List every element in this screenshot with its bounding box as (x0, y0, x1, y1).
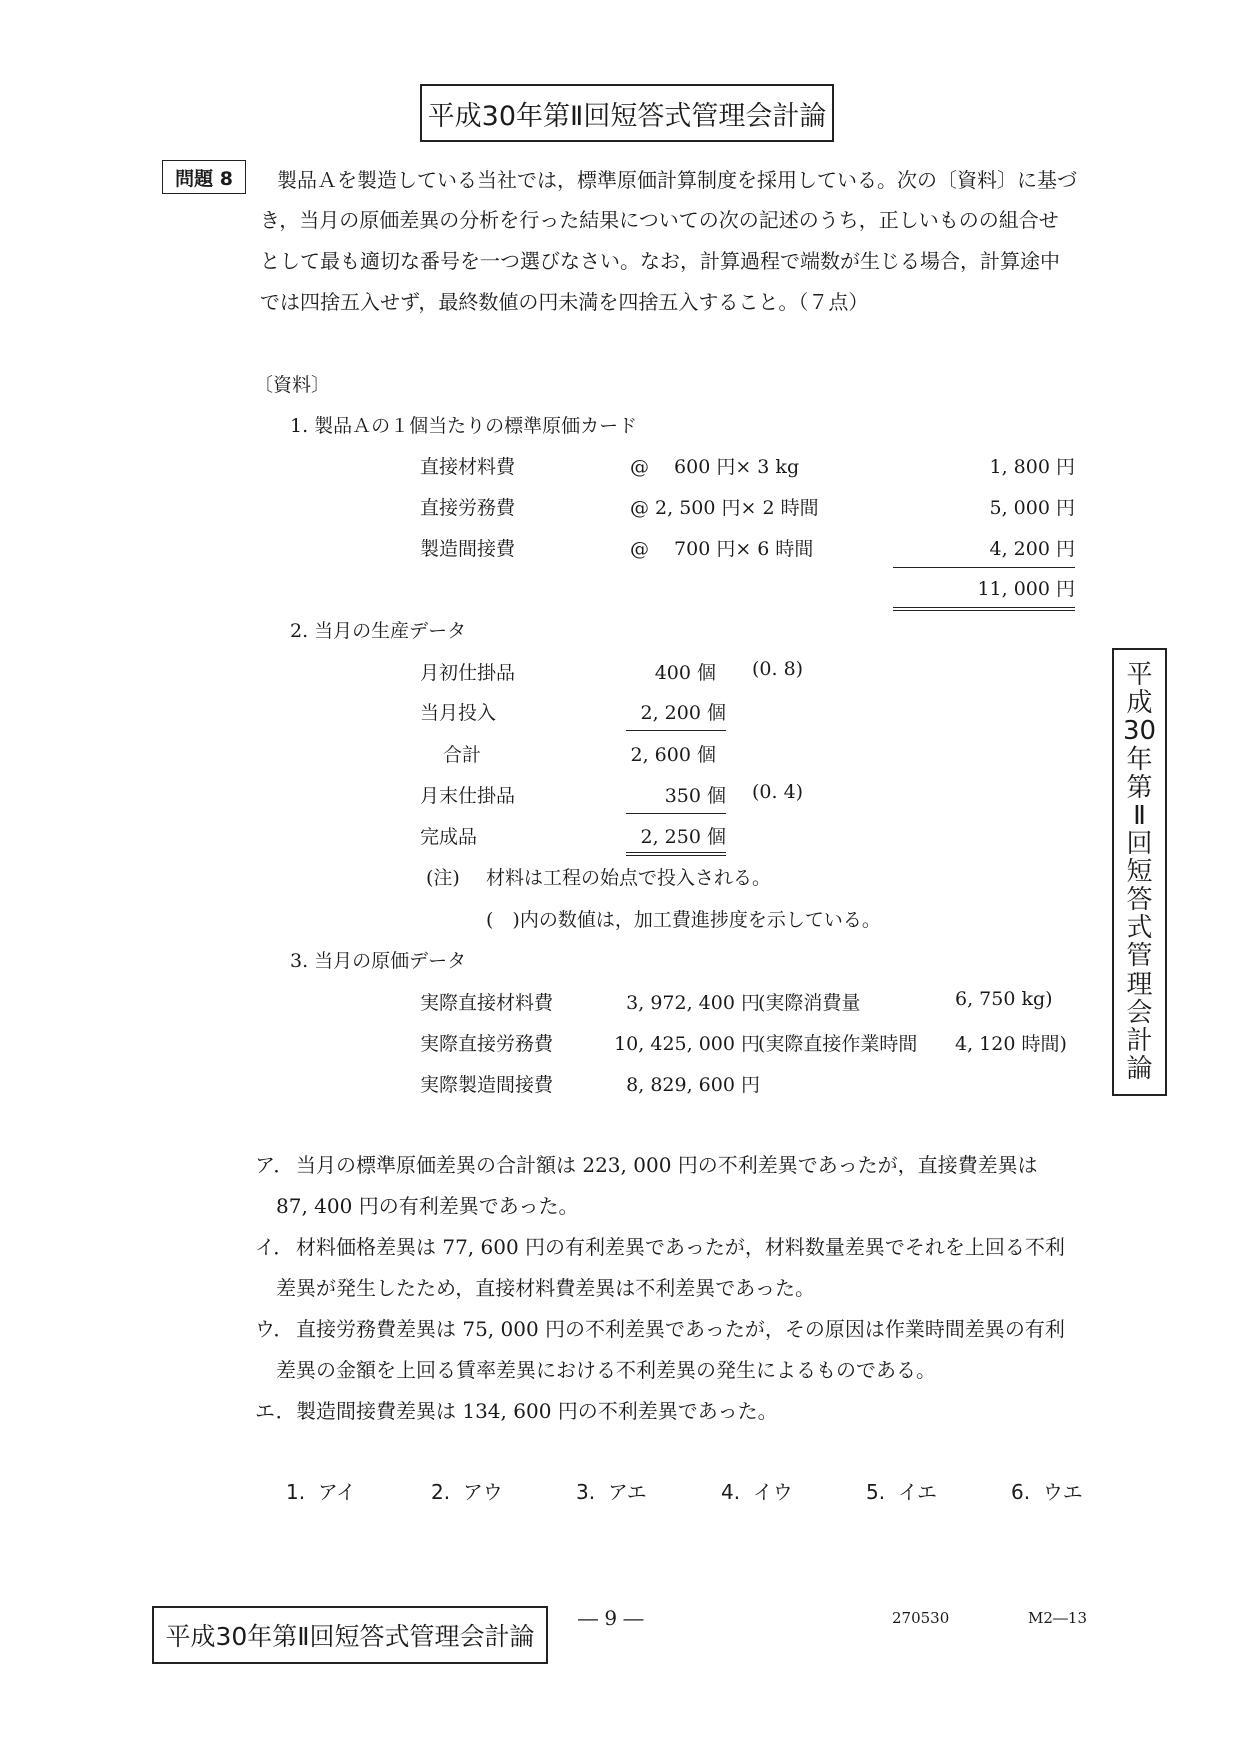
choice[interactable] (576, 1476, 647, 1505)
production-row-name: 月初仕掛品 (420, 662, 516, 684)
side-title-char: 式 (1126, 913, 1153, 944)
statement-label: ア． (255, 1153, 294, 1177)
production-row-name: 完成品 (420, 826, 478, 848)
choice-number: 6. (1011, 1480, 1031, 1504)
problem-line-1: 製品Ａを製造している当社では，標準原価計算制度を採用している。次の〔資料〕に基づ (277, 168, 1077, 192)
choice-text: イエ (897, 1480, 938, 1504)
cost-row-detail: (実際消費量 (758, 992, 861, 1014)
note-line-1: 材料は工程の始点で投入される。 (486, 867, 772, 889)
card-row-name: 製造間接費 (420, 538, 516, 560)
footer-title-box (152, 1606, 548, 1664)
card-total: 11, 000 円 (893, 574, 1075, 611)
choice[interactable] (721, 1476, 793, 1505)
problem-label-box (162, 160, 246, 194)
choice-text: イウ (752, 1480, 793, 1504)
cost-row-detail: (実際直接作業時間 (758, 1033, 918, 1055)
production-row-name: 月末仕掛品 (420, 785, 516, 807)
production-row-qty: 400 個 (654, 662, 716, 684)
choice-text: アウ (462, 1480, 503, 1504)
choice-text: ウエ (1042, 1480, 1083, 1504)
cost-row-name: 実際直接労務費 (420, 1033, 554, 1055)
side-title-char: 第 (1126, 772, 1153, 803)
side-title-char: 回 (1126, 828, 1153, 859)
problem-line-4: では四捨五入せず，最終数値の円未満を四捨五入すること。（７点） (260, 290, 869, 314)
production-row-note: (0. 4) (752, 781, 804, 803)
note-label: (注) (426, 867, 460, 889)
side-title-char: 計 (1126, 1025, 1153, 1056)
page-ref: M2―13 (1028, 1609, 1087, 1627)
choice-number: 2. (431, 1480, 451, 1504)
statement-line: 直接労務費差異は 75, 000 円の不利差異であったが，その原因は作業時間差異の有利 (296, 1317, 1065, 1341)
production-row-qty: 2, 250 個 (626, 822, 726, 856)
cost-row-amount: 3, 972, 400 円 (626, 992, 760, 1014)
choice-number: 5. (866, 1480, 886, 1504)
cost-row-name: 実際製造間接費 (420, 1074, 554, 1096)
cost-row-amount: 8, 829, 600 円 (626, 1074, 760, 1096)
choice-text: アエ (607, 1480, 647, 1504)
problem-label: 問題 8 (175, 167, 233, 190)
production-row-note: (0. 8) (752, 658, 804, 680)
side-title-char: 平 (1126, 660, 1153, 691)
production-row-name: 当月投入 (420, 702, 497, 724)
card-row-rate: @ 600 円× 3 kg (630, 456, 800, 478)
production-row-qty: 2, 200 個 (626, 698, 726, 731)
problem-line-2: き，当月の原価差異の分析を行った結果についての次の記述のうち，正しいものの組合せ (260, 208, 1059, 232)
exam-code: 270530 (892, 1609, 950, 1627)
choice-number: 4. (721, 1480, 741, 1504)
choice[interactable] (866, 1476, 937, 1505)
choice-text: アイ (317, 1480, 357, 1504)
cost-row-amount: 10, 425, 000 円 (614, 1033, 760, 1055)
card-row-amount: 1, 800 円 (989, 456, 1075, 478)
choice[interactable] (1011, 1476, 1083, 1505)
production-row-name: 合計 (443, 744, 482, 766)
page-number: ― 9 ― (578, 1606, 644, 1630)
choice-number: 1. (286, 1480, 306, 1504)
side-title-char: 30 (1122, 716, 1157, 747)
production-row-qty: 350 個 (626, 781, 726, 814)
side-title-char: 答 (1126, 885, 1153, 916)
statement-label: イ． (255, 1235, 294, 1259)
card-row-amount: 5, 000 円 (989, 497, 1075, 519)
footer-title: 平成30年第Ⅱ回短答式管理会計論 (165, 1622, 535, 1651)
cost-row-detail-value: 6, 750 kg) (955, 988, 1053, 1010)
section1-title: 1. 製品Ａの１個当たりの標準原価カード (290, 415, 638, 437)
card-row-rate: @ 2, 500 円× 2 時間 (630, 497, 819, 519)
side-title-char: 管 (1126, 941, 1153, 972)
card-row-name: 直接材料費 (420, 456, 516, 478)
card-row-amount: 4, 200 円 (893, 534, 1075, 568)
section3-title: 3. 当月の原価データ (290, 950, 467, 972)
side-title-char: 会 (1126, 997, 1153, 1028)
card-row-name: 直接労務費 (420, 497, 516, 519)
side-title-char: 短 (1126, 857, 1153, 887)
header-title: 平成30年第Ⅱ回短答式管理会計論 (427, 100, 827, 132)
production-row-qty: 2, 600 個 (630, 744, 716, 766)
statement-label: ウ． (255, 1317, 294, 1341)
section2-title: 2. 当月の生産データ (290, 620, 467, 642)
statement-line: 製造間接費差異は 134, 600 円の不利差異であった。 (296, 1399, 778, 1423)
statement-line: 87, 400 円の有利差異であった。 (276, 1194, 579, 1218)
choice[interactable] (286, 1476, 356, 1505)
resource-heading: 〔資料〕 (254, 374, 331, 396)
statement-line: 差異が発生したため，直接材料費差異は不利差異であった。 (276, 1276, 815, 1300)
card-row-rate: @ 700 円× 6 時間 (630, 538, 814, 560)
statement-label: エ． (255, 1399, 296, 1423)
side-title-char: 論 (1126, 1053, 1153, 1084)
statement-line: 材料価格差異は 77, 600 円の有利差異であったが，材料数量差異でそれを上回る不利 (296, 1235, 1065, 1259)
side-title-char: 成 (1126, 688, 1153, 719)
statement-line: 当月の標準原価差異の合計額は 223, 000 円の不利差異であったが，直接費差異は (296, 1153, 1038, 1177)
header-title-box (420, 84, 834, 142)
side-title-char: 年 (1126, 744, 1153, 775)
cost-row-name: 実際直接材料費 (420, 992, 554, 1014)
side-title-char: Ⅱ (1133, 800, 1146, 831)
side-title (1112, 648, 1167, 1096)
choice[interactable] (431, 1476, 503, 1505)
note-line-2: ( )内の数値は，加工費進捗度を示している。 (486, 909, 881, 931)
problem-line-3: として最も適切な番号を一つ選びなさい。なお，計算過程で端数が生じる場合，計算途中 (260, 249, 1060, 273)
cost-row-detail-value: 4, 120 時間) (955, 1033, 1067, 1055)
side-title-char: 理 (1126, 969, 1153, 1000)
statement-line: 差異の金額を上回る賃率差異における不利差異の発生によるものである。 (276, 1358, 936, 1382)
choice-number: 3. (576, 1480, 596, 1504)
